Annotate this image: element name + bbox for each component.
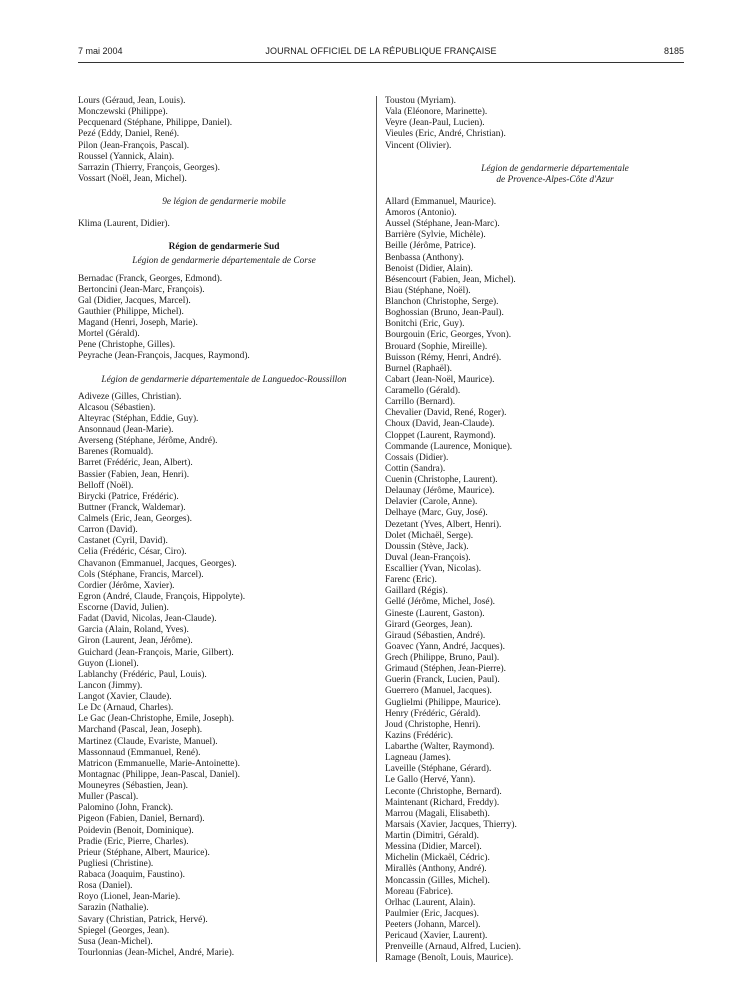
name-entry: Martin (Dimitri, Gérald). [385, 831, 479, 841]
name-entry: Gineste (Laurent, Gaston). [385, 608, 485, 619]
name-entry: Lablanchy (Frédéric, Paul, Louis). [78, 669, 207, 680]
name-entry: Palomino (John, Franck). [78, 803, 173, 814]
name-entry: Alteyrac (Stéphan, Eddie, Guy). [78, 413, 199, 424]
name-entry: Biau (Stéphane, Noël). [385, 285, 471, 296]
name-entry: Vossart (Noël, Jean, Michel). [78, 173, 187, 184]
name-entry: Guerin (Franck, Lucien, Paul). [385, 675, 500, 686]
name-entry: Bassier (Fabien, Jean, Henri). [78, 469, 190, 480]
name-entry: Poidevin (Benoit, Dominique). [78, 825, 194, 836]
section-heading: de Provence-Alpes-Côte d'Azur [496, 174, 614, 185]
section-heading: Légion de gendarmerie départementale de Corse [132, 256, 316, 267]
name-entry: Carron (David). [78, 525, 138, 536]
name-entry: Matricon (Emmanuelle, Marie-Antoinette). [78, 758, 240, 769]
name-entry: Amoros (Antonio). [385, 208, 457, 218]
name-entry: Ramage (Benoît, Louis, Maurice). [385, 953, 514, 964]
name-entry: Grimaud (Stéphen, Jean-Pierre). [385, 664, 506, 675]
section-heading: 9e légion de gendarmerie mobile [162, 197, 286, 207]
name-entry: Carrillo (Bernard). [385, 397, 456, 408]
name-entry: Spiegel (Georges, Jean). [78, 925, 170, 936]
name-entry: Averseng (Stéphane, Jérôme, André). [78, 436, 218, 447]
name-entry: Alcasou (Sébastien). [78, 402, 156, 413]
name-entry: Peyrache (Jean-François, Jacques, Raymond). [78, 351, 250, 362]
name-entry: Cordier (Jérôme, Xavier). [78, 580, 175, 591]
name-entry: Cabart (Jean-Noël, Maurice). [385, 374, 495, 385]
name-entry: Allard (Emmanuel, Maurice). [385, 196, 497, 207]
name-entry: Girard (Georges, Jean). [385, 619, 473, 630]
name-entry: Goavec (Yann, André, Jacques). [385, 641, 505, 652]
name-entry: Gaillard (Régis). [385, 586, 448, 597]
name-entry: Giraud (Sébastien, André). [385, 630, 486, 641]
header-page-number: 8185 [663, 46, 684, 56]
name-entry: Lours (Géraud, Jean, Louis). [78, 96, 186, 106]
name-entry: Gal (Didier, Jacques, Marcel). [78, 295, 191, 306]
name-entry: Barrière (Sylvie, Michèle). [385, 230, 486, 241]
name-entry: Egron (André, Claude, François, Hippolyte). [78, 591, 246, 602]
section-heading: Légion de gendarmerie départementale [481, 163, 629, 174]
name-entry: Pilon (Jean-François, Pascal). [78, 140, 190, 151]
header-rule [78, 62, 684, 63]
name-entry: Mouneyres (Sébastien, Jean). [78, 781, 189, 791]
name-entry: Dezetant (Yves, Albert, Henri). [385, 519, 502, 530]
name-entry: Toustou (Myriam). [385, 96, 456, 106]
name-entry: Blanchon (Christophe, Serge). [385, 297, 499, 307]
name-entry: Gauthier (Philippe, Michel). [78, 306, 184, 317]
name-entry: Cossais (Didier). [385, 452, 449, 463]
name-entry: Guyon (Lionel). [78, 658, 139, 669]
name-entry: Messina (Didier, Marcel). [385, 842, 482, 853]
name-entry: Cuenin (Christophe, Laurent). [385, 475, 498, 485]
name-entry: Farenc (Eric). [385, 575, 437, 586]
name-entry: Royo (Lionel, Jean-Marie). [78, 892, 181, 903]
name-entry: Buisson (Rémy, Henri, André). [385, 352, 502, 363]
name-entry: Mirallès (Anthony, André). [385, 864, 487, 875]
name-entry: Guerrero (Manuel, Jacques). [385, 686, 492, 697]
name-entry: Bertoncini (Jean-Marc, François). [78, 284, 205, 295]
name-entry: Beille (Jérôme, Patrice). [385, 241, 476, 252]
name-entry: Delavier (Carole, Anne). [385, 497, 478, 508]
name-entry: Calmels (Eric, Jean, Georges). [78, 514, 192, 524]
name-entry: Benbassa (Anthony). [385, 252, 464, 263]
name-entry: Laveille (Stéphane, Gérard). [385, 764, 492, 775]
name-list [78, 219, 370, 230]
name-entry: Delaunay (Jérôme, Maurice). [385, 486, 495, 497]
name-entry: Montagnac (Philippe, Jean-Pascal, Daniel). [78, 769, 240, 780]
name-entry: Pugliesi (Christine). [78, 858, 154, 869]
name-entry: Rabaca (Joaquim, Faustino). [78, 870, 185, 880]
name-entry: Garcia (Alain, Roland, Yves). [78, 625, 189, 636]
name-entry: Pigeon (Fabien, Daniel, Bernard). [78, 814, 205, 825]
name-entry: Mortel (Gérald). [78, 329, 140, 340]
name-entry: Labarthe (Walter, Raymond). [385, 742, 495, 752]
name-entry: Prenveille (Arnaud, Alfred, Lucien). [385, 942, 521, 953]
name-entry: Chavanon (Emmanuel, Jacques, Georges). [78, 558, 237, 569]
name-entry: Grech (Philippe, Bruno, Paul). [385, 653, 500, 663]
name-entry: Delhaye (Marc, Guy, José). [385, 508, 488, 519]
name-entry: Buttner (Franck, Waldemar). [78, 502, 186, 513]
name-entry: Muller (Pascal). [78, 792, 139, 803]
name-entry: Vieules (Eric, André, Christian). [385, 129, 506, 140]
header-title: JOURNAL OFFICIEL DE LA RÉPUBLIQUE FRANÇAISE [265, 46, 497, 56]
name-entry: Susa (Jean-Michel). [78, 936, 153, 947]
name-entry: Pradie (Eric, Pierre, Charles). [78, 836, 189, 847]
name-entry: Vincent (Olivier). [385, 140, 452, 151]
name-entry: Moncassin (Gilles, Michel). [385, 875, 490, 886]
name-entry: Cloppet (Laurent, Raymond). [385, 430, 496, 441]
name-entry: Rosa (Daniel). [78, 881, 133, 892]
name-entry: Savary (Christian, Patrick, Hervé). [78, 914, 208, 925]
name-entry: Burnel (Raphaël). [385, 363, 452, 374]
name-entry: Lagneau (James). [385, 753, 451, 764]
name-entry: Paulmier (Eric, Jacques). [385, 908, 479, 919]
name-entry: Duval (Jean-François). [385, 552, 471, 563]
name-entry: Cols (Stéphane, Francis, Marcel). [78, 569, 204, 580]
name-entry: Leconte (Christophe, Bernard). [385, 786, 502, 797]
name-entry: Joud (Christophe, Henri). [385, 719, 481, 730]
name-entry: Veyre (Jean-Paul, Lucien). [385, 118, 485, 129]
name-entry: Ansonnaud (Jean-Marie). [78, 425, 174, 435]
name-entry: Doussin (Stève, Jack). [385, 541, 469, 552]
name-entry: Fadat (David, Nicolas, Jean-Claude). [78, 614, 217, 625]
name-entry: Bourgouin (Eric, Georges, Yvon). [385, 330, 512, 341]
name-entry: Peeters (Johann, Marcel). [385, 920, 481, 930]
name-entry: Caramello (Gérald). [385, 386, 461, 396]
name-entry: Prieur (Stéphane, Albert, Maurice). [78, 847, 210, 858]
name-entry: Bernadac (Franck, Georges, Edmond). [78, 273, 223, 284]
column-divider [376, 96, 377, 962]
right-column [385, 96, 685, 965]
name-entry: Giron (Laurent, Jean, Jérôme). [78, 636, 193, 647]
name-entry: Barret (Frédéric, Jean, Albert). [78, 458, 193, 469]
name-entry: Guglielmi (Philippe, Maurice). [385, 697, 501, 708]
name-entry: Chevalier (David, René, Roger). [385, 408, 507, 419]
region-heading: Région de gendarmerie Sud [168, 242, 280, 253]
name-entry: Barenes (Romuald). [78, 447, 154, 458]
name-entry: Gellé (Jérôme, Michel, José). [385, 597, 496, 608]
name-entry: Massonnaud (Emmanuel, René). [78, 747, 201, 758]
name-entry: Sarazin (Nathalie). [78, 903, 149, 914]
name-entry: Bésencourt (Fabien, Jean, Michel). [385, 274, 516, 285]
name-list [385, 96, 685, 152]
page-header [78, 46, 684, 60]
name-entry: Belloff (Noël). [78, 480, 134, 491]
name-entry: Castanet (Cyril, David). [78, 536, 168, 547]
header-date: 7 mai 2004 [78, 46, 123, 56]
name-entry: Langot (Xavier, Claude). [78, 692, 172, 702]
name-list [385, 197, 685, 965]
name-entry: Bonitchi (Eric, Guy). [385, 319, 465, 330]
name-entry: Vala (Eléonore, Marinette). [385, 107, 488, 118]
name-entry: Orlhac (Laurent, Alain). [385, 897, 476, 908]
name-entry: Adiveze (Gilles, Christian). [78, 391, 182, 402]
name-entry: Kazins (Frédéric). [385, 730, 453, 741]
name-entry: Pecquenard (Stéphane, Philippe, Daniel). [78, 118, 233, 129]
name-list [78, 392, 370, 959]
name-entry: Boghossian (Bruno, Jean-Paul). [385, 308, 504, 319]
name-entry: Klima (Laurent, Didier). [78, 219, 170, 230]
left-column [78, 96, 370, 959]
name-entry: Celia (Frédéric, César, Ciro). [78, 547, 187, 558]
name-entry: Marsais (Xavier, Jacques, Thierry). [385, 819, 517, 830]
name-entry: Le Gac (Jean-Christophe, Emile, Joseph). [78, 714, 234, 725]
name-entry: Birycki (Patrice, Frédéric). [78, 491, 179, 502]
name-entry: Escallier (Yvan, Nicolas). [385, 564, 482, 574]
name-entry: Pezé (Eddy, Daniel, René). [78, 129, 180, 140]
name-list [78, 96, 370, 185]
section-heading: Légion de gendarmerie départementale de Languedoc-Roussillon [101, 374, 347, 385]
name-entry: Martinez (Claude, Evariste, Manuel). [78, 736, 218, 747]
name-entry: Brouard (Sophie, Mireille). [385, 341, 488, 352]
name-entry: Sarrazin (Thierry, François, Georges). [78, 162, 220, 173]
name-entry: Le Gallo (Hervé, Yann). [385, 775, 476, 786]
name-entry: Escorne (David, Julien). [78, 603, 169, 613]
name-entry: Tourlonnias (Jean-Michel, André, Marie). [78, 947, 235, 958]
name-entry: Maintenant (Richard, Freddy). [385, 797, 500, 808]
name-entry: Dolet (Michaël, Serge). [385, 530, 474, 541]
name-entry: Guichard (Jean-François, Marie, Gilbert). [78, 647, 234, 658]
name-entry: Cottin (Sandra). [385, 463, 446, 474]
name-entry: Marrou (Magali, Elisabeth). [385, 808, 490, 819]
name-entry: Pene (Christophe, Gilles). [78, 340, 176, 351]
name-entry: Pericaud (Xavier, Laurent). [385, 931, 488, 942]
name-list [78, 274, 370, 363]
name-entry: Monczewski (Philippe). [78, 107, 168, 118]
name-entry: Commande (Laurence, Monique). [385, 441, 513, 452]
name-entry: Michelin (Mickaël, Cédric). [385, 853, 490, 864]
name-entry: Aussel (Stéphane, Jean-Marc). [385, 219, 500, 230]
name-entry: Magand (Henri, Joseph, Marie). [78, 318, 198, 328]
name-entry: Benoist (Didier, Alain). [385, 263, 473, 274]
name-entry: Choux (David, Jean-Claude). [385, 419, 495, 430]
name-entry: Moreau (Fabrice). [385, 886, 453, 897]
name-entry: Henry (Frédéric, Gérald). [385, 708, 481, 719]
name-entry: Marchand (Pascal, Jean, Joseph). [78, 725, 203, 736]
name-entry: Lancon (Jimmy). [78, 680, 143, 691]
name-entry: Roussel (Yannick, Alain). [78, 151, 175, 162]
name-entry: Le Dc (Arnaud, Charles). [78, 703, 174, 714]
